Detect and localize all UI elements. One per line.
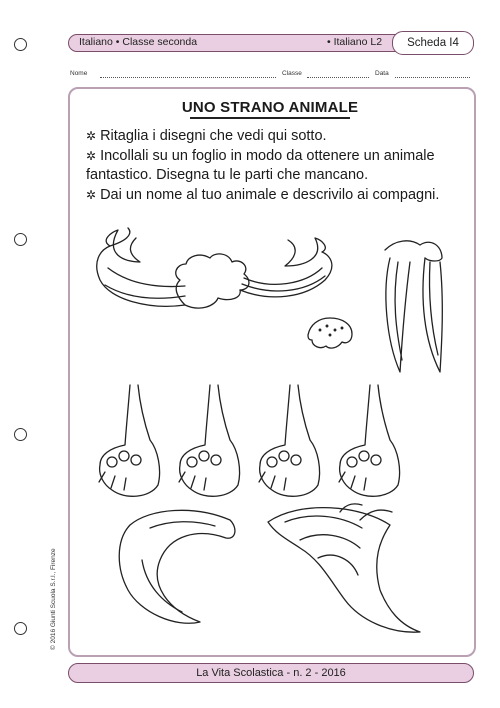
copyright-notice: © 2016 Giunti Scuola S.r.l., Firenze <box>50 548 57 650</box>
bullet-icon: ✲ <box>86 187 97 202</box>
name-label: Nome <box>70 70 88 77</box>
instruction-item: ✲ Incollali su un foglio in modo da ottenere un animale fantastico. Disegna tu le parti che mancano. <box>86 147 435 183</box>
paw-drawing <box>179 385 240 496</box>
paw-drawing <box>259 385 320 496</box>
worksheet-title: UNO STRANO ANIMALE <box>181 99 359 116</box>
date-label: Data <box>375 70 389 77</box>
bullet-icon: ✲ <box>86 129 97 143</box>
bullet-icon: ✲ <box>86 148 97 163</box>
header-subject: Italiano • Classe seconda <box>79 36 198 48</box>
paw-drawing <box>99 385 160 496</box>
worksheet-tab: Scheda I4 <box>392 31 474 55</box>
instruction-item: ✲ Ritaglia i disegni che vedi qui sotto. <box>86 128 327 144</box>
tail-drawing <box>268 504 420 632</box>
paw-drawing <box>339 385 400 496</box>
header-course: • Italiano L2 <box>327 36 383 48</box>
nose-drawing <box>308 318 352 348</box>
instruction-item: ✲ Dai un nome al tuo animale e descrivilo ai compagni. <box>86 186 440 203</box>
horns-drawing <box>97 228 332 308</box>
footer-bar: La Vita Scolastica - n. 2 - 2016 <box>68 663 474 683</box>
mane-drawing <box>119 510 235 623</box>
tusks-drawing <box>385 241 442 372</box>
class-label: Classe <box>282 70 302 77</box>
